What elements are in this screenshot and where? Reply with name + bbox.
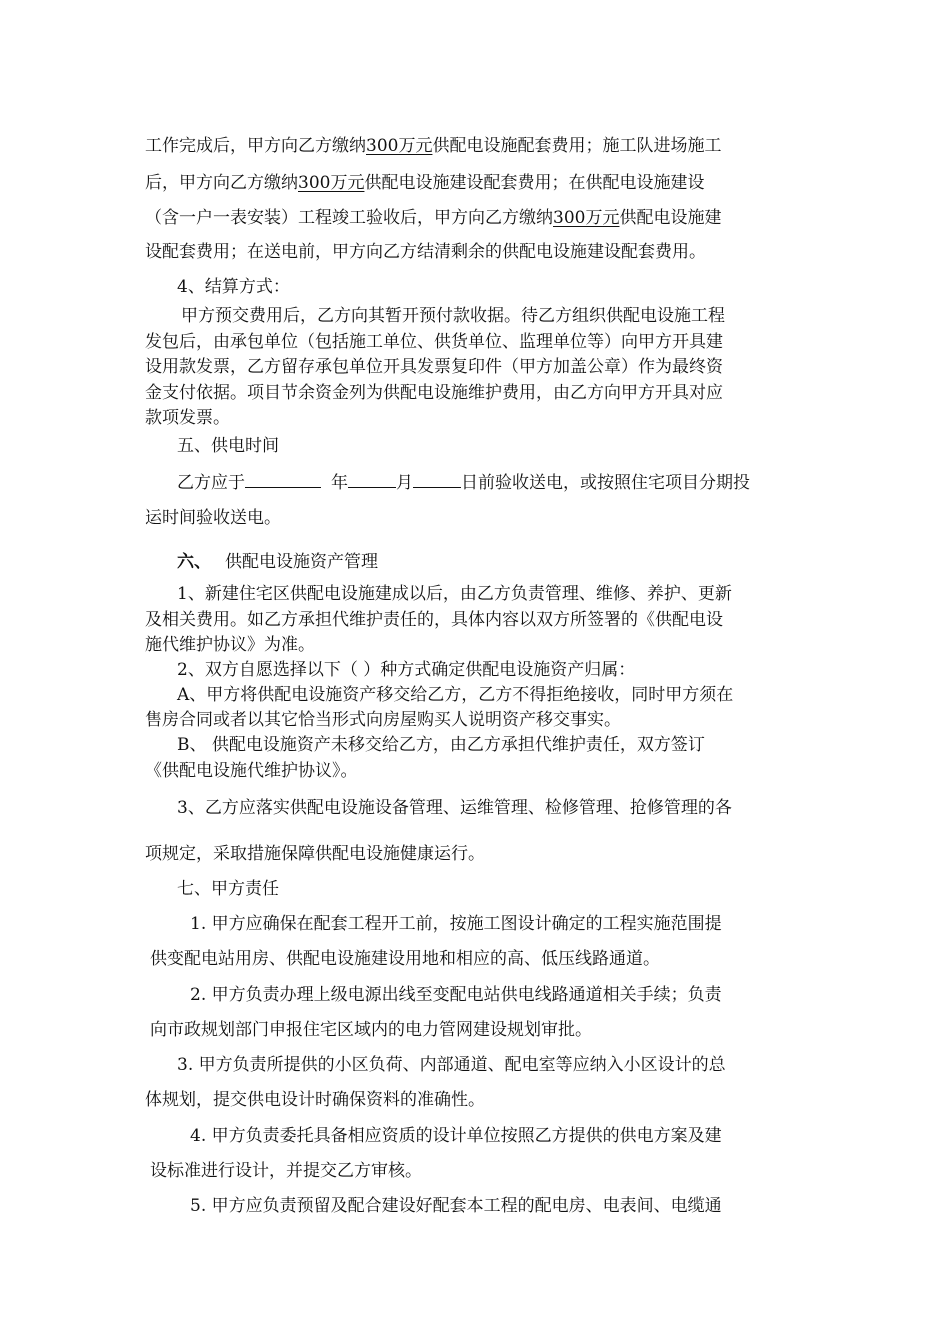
text-span: 年 (331, 473, 348, 493)
section-heading (177, 551, 378, 573)
text-span: 日前验收送电，或按照住宅项目分期投 (461, 473, 750, 493)
paragraph-line: 设标准进行设计，并提交乙方审核。 (150, 1161, 422, 1181)
text-span: 供配电设施建设配套费用；在供配电设施建设 (364, 173, 705, 193)
paragraph-line: 2. 甲方负责办理上级电源出线至变配电站供电线路通道相关手续；负责 (190, 985, 722, 1005)
paragraph-line: 运时间验收送电。 (145, 508, 281, 528)
paragraph-line: 2、双方自愿选择以下（ ）种方式确定供配电设施资产归属： (177, 660, 636, 680)
paragraph-line: 供变配电站用房、供配电设施建设用地和相应的高、低压线路通道。 (150, 949, 660, 969)
amount-underlined: 300万元 (366, 136, 433, 156)
paragraph-line: 3. 甲方负责所提供的小区负荷、内部通道、配电室等应纳入小区设计的总 (177, 1055, 726, 1075)
text-span: 供配电设施配套费用；施工队进场施工 (432, 136, 722, 156)
paragraph-line: B、 供配电设施资产未移交给乙方，由乙方承担代维护责任，双方签订 (177, 735, 705, 755)
paragraph-line (177, 471, 750, 494)
heading-number: 六、 (177, 552, 211, 572)
settlement-title: 4、结算方式： (177, 277, 290, 297)
text-span: 供配电设施建 (619, 208, 722, 228)
paragraph-line: 甲方预交费用后，乙方向其暂开预付款收据。待乙方组织供配电设施工程 (181, 306, 725, 326)
paragraph-line: 1、新建住宅区供配电设施建成以后，由乙方负责管理、维修、养护、更新 (177, 584, 732, 604)
paragraph-line: 《供配电设施代维护协议》。 (145, 761, 358, 781)
amount-underlined: 300万元 (553, 208, 620, 228)
heading-text: 供配电设施资产管理 (225, 552, 378, 572)
text-span: 月 (396, 473, 413, 493)
blank-field (245, 471, 321, 488)
paragraph-line (145, 207, 721, 229)
paragraph-line (145, 135, 721, 157)
paragraph-line: A、甲方将供配电设施资产移交给乙方，乙方不得拒绝接收，同时甲方须在 (177, 685, 734, 705)
paragraph-line: 售房合同或者以其它恰当形式向房屋购买人说明资产移交事实。 (145, 710, 621, 730)
paragraph-line: 5. 甲方应负责预留及配合建设好配套本工程的配电房、电表间、电缆通 (190, 1196, 722, 1216)
paragraph-line: 体规划，提交供电设计时确保资料的准确性。 (145, 1090, 485, 1110)
section-heading: 七、甲方责任 (177, 879, 279, 899)
paragraph-line: 金支付依据。项目节余资金列为供配电设施维护费用，由乙方向甲方开具对应 (145, 383, 723, 403)
blank-field (413, 471, 461, 488)
paragraph-line: 设配套费用；在送电前，甲方向乙方结清剩余的供配电设施建设配套费用。 (145, 242, 706, 262)
paragraph-line: 4. 甲方负责委托具备相应资质的设计单位按照乙方提供的供电方案及建 (190, 1126, 722, 1146)
paragraph-line: 及相关费用。如乙方承担代维护责任的，具体内容以双方所签署的《供配电设 (145, 610, 723, 630)
amount-underlined: 300万元 (298, 173, 365, 193)
text-span: 后，甲方向乙方缴纳 (145, 173, 298, 193)
paragraph-line: 施代维护协议》为准。 (145, 635, 315, 655)
text-span: （含一户一表安装）工程竣工验收后，甲方向乙方缴纳 (145, 208, 553, 228)
text-span: 乙方应于 (177, 473, 245, 493)
blank-field (348, 471, 396, 488)
paragraph-line: 项规定，采取措施保障供配电设施健康运行。 (145, 844, 485, 864)
paragraph-line (145, 172, 704, 194)
section-heading: 五、供电时间 (177, 436, 279, 456)
paragraph-line: 款项发票。 (145, 408, 230, 428)
paragraph-line: 向市政规划部门申报住宅区域内的电力管网建设规划审批。 (150, 1020, 592, 1040)
text-span: 工作完成后，甲方向乙方缴纳 (145, 136, 366, 156)
paragraph-line: 3、乙方应落实供配电设施设备管理、运维管理、检修管理、抢修管理的各 (177, 798, 732, 818)
paragraph-line: 1. 甲方应确保在配套工程开工前，按施工图设计确定的工程实施范围提 (190, 914, 722, 934)
paragraph-line: 发包后，由承包单位（包括施工单位、供货单位、监理单位等）向甲方开具建 (145, 332, 723, 352)
paragraph-line: 设用款发票，乙方留存承包单位开具发票复印件（甲方加盖公章）作为最终资 (145, 357, 723, 377)
